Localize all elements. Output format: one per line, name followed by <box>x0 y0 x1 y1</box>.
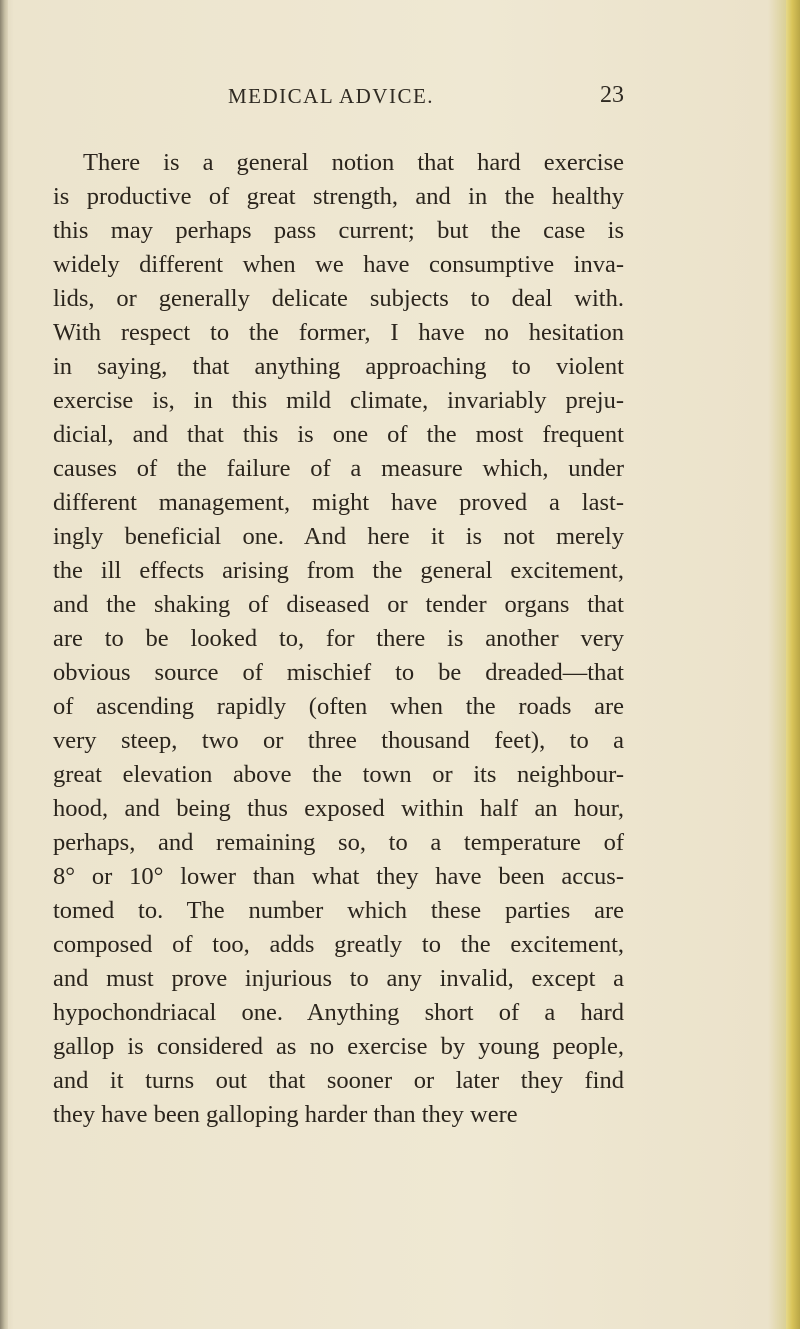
text-line: and it turns out that sooner or later they find <box>53 1067 624 1094</box>
running-title: MEDICAL ADVICE. <box>228 84 435 108</box>
text-line: tomed to. The number which these parties are <box>53 897 624 924</box>
page-header <box>66 84 624 114</box>
text-line: are to be looked to, for there is another very <box>53 625 624 652</box>
text-line: perhaps, and remaining so, to a temperature of <box>53 829 624 856</box>
text-line: and must prove injurious to any invalid, except a <box>53 965 624 992</box>
page-gutter-shadow <box>0 0 8 1329</box>
text-line: very steep, two or three thousand feet), to a <box>53 727 624 754</box>
body-text <box>53 146 624 1132</box>
text-line: hood, and being thus exposed within half an hour, <box>53 795 624 822</box>
text-line: 8° or 10° lower than what they have been accus- <box>53 863 624 890</box>
text-line: lids, or generally delicate subjects to deal with. <box>53 285 624 312</box>
text-line: composed of too, adds greatly to the excitement, <box>53 931 624 958</box>
text-line: dicial, and that this is one of the most frequent <box>53 421 624 448</box>
text-line: different management, might have proved a last- <box>53 489 624 516</box>
text-line: There is a general notion that hard exercise <box>83 149 624 176</box>
page-edge <box>786 0 800 1329</box>
text-line: and the shaking of diseased or tender organs that <box>53 591 624 618</box>
text-line: of ascending rapidly (often when the roads are <box>53 693 624 720</box>
text-line: causes of the failure of a measure which, under <box>53 455 624 482</box>
text-line: widely different when we have consumptive inva- <box>53 251 624 278</box>
text-line: gallop is considered as no exercise by young people, <box>53 1033 624 1060</box>
text-line: ingly beneficial one. And here it is not merely <box>53 523 624 550</box>
text-line: With respect to the former, I have no hesitation <box>53 319 624 346</box>
text-line: in saying, that anything approaching to violent <box>53 353 624 380</box>
text-line: exercise is, in this mild climate, invariably preju- <box>53 387 624 414</box>
text-line: hypochondriacal one. Anything short of a hard <box>53 999 624 1026</box>
text-line: is productive of great strength, and in the healthy <box>53 183 624 210</box>
text-line: obvious source of mischief to be dreaded—that <box>53 659 624 686</box>
text-line: the ill effects arising from the general excitement, <box>53 557 624 584</box>
text-line: they have been galloping harder than they were <box>53 1101 518 1128</box>
text-line: this may perhaps pass current; but the case is <box>53 217 624 244</box>
page-number: 23 <box>600 82 624 108</box>
text-line: great elevation above the town or its neighbour- <box>53 761 624 788</box>
